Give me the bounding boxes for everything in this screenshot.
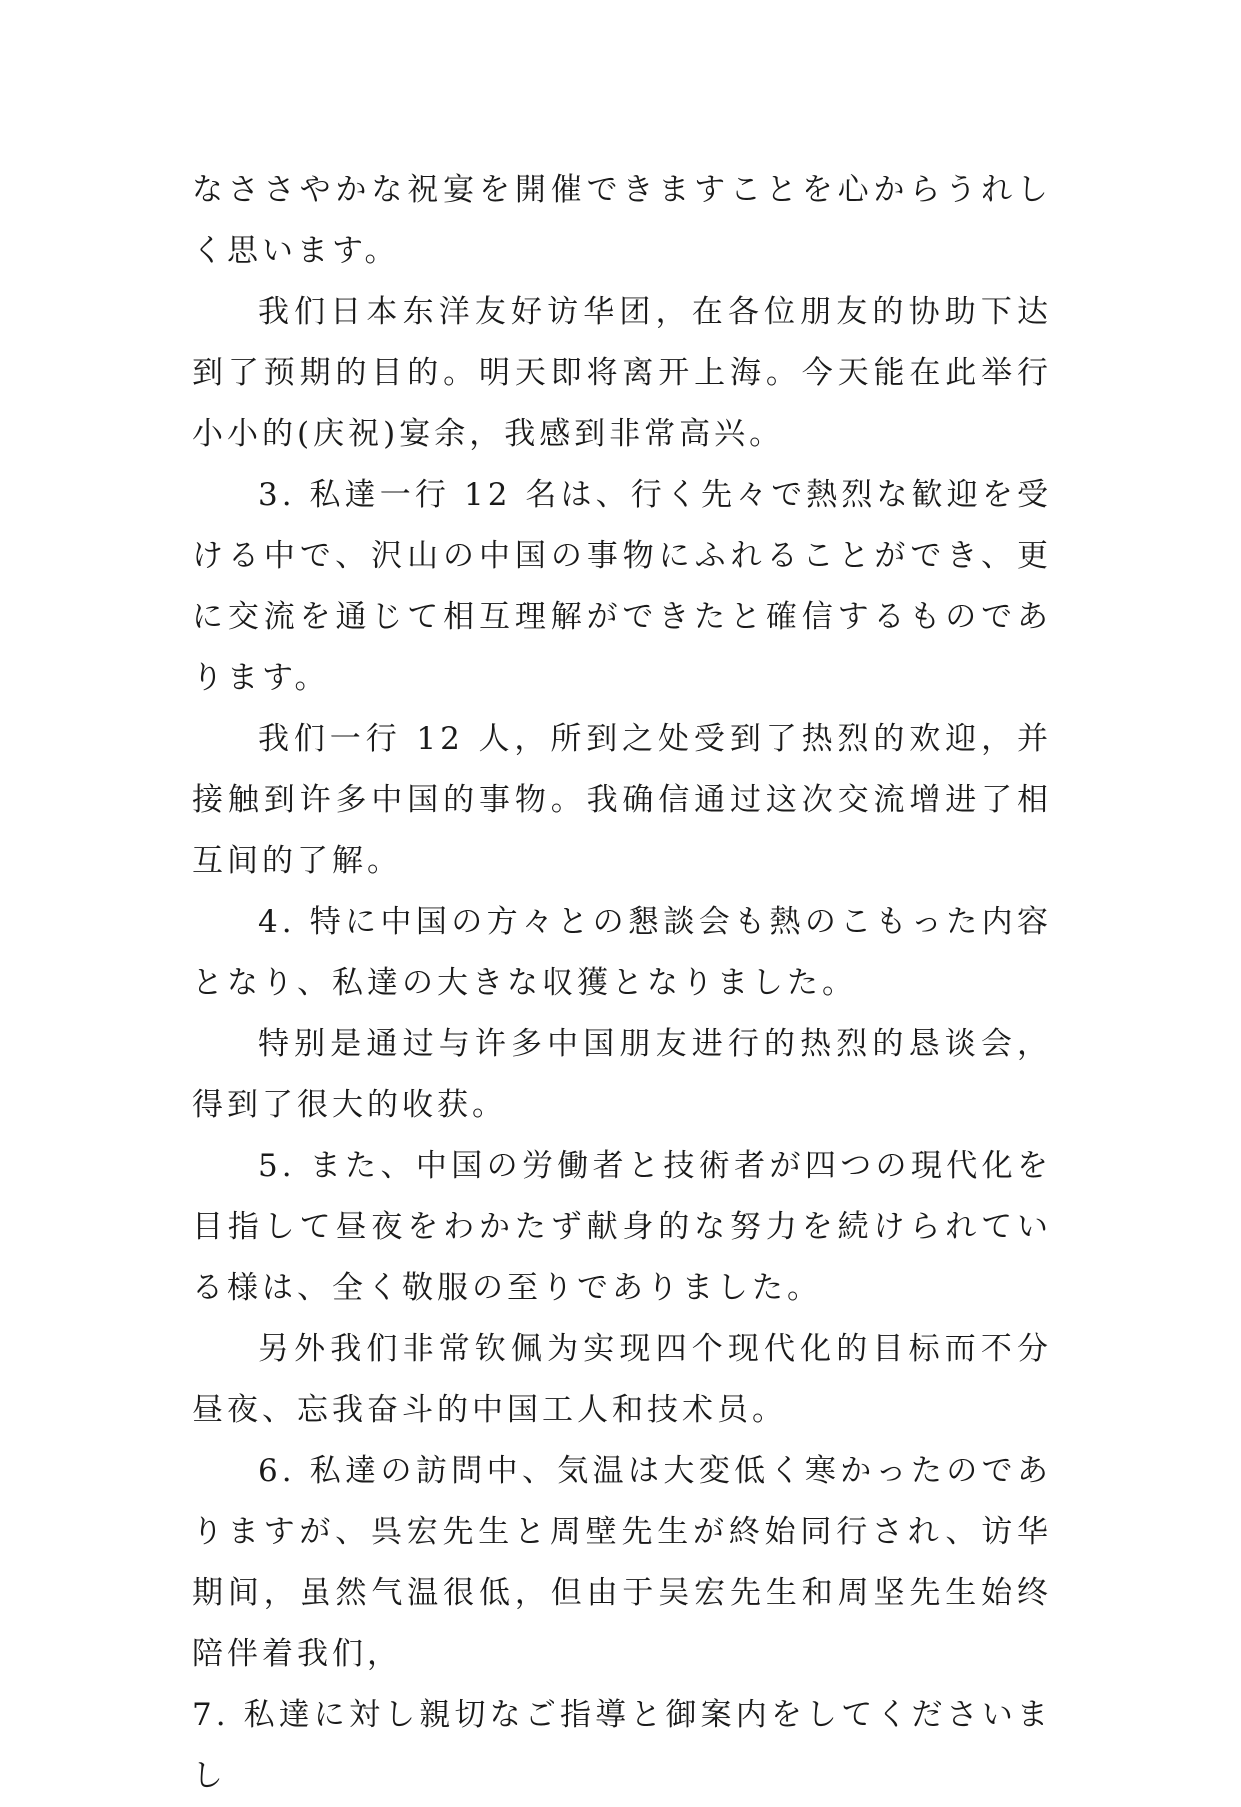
paragraph-4: 我们一行 12 人，所到之处受到了热烈的欢迎，并接触到许多中国的事物。我确信通过这次交流增进了相互间的了解。 <box>192 721 1052 879</box>
paragraph-7: 5. また、中国の労働者と技術者が四つの現代化を目指して昼夜をわかたず献身的な努力を続けられている様は、全く敬服の至りでありました。 <box>192 1148 1052 1306</box>
paragraph-8: 另外我们非常钦佩为实现四个现代化的目标而不分昼夜、忘我奋斗的中国工人和技术员。 <box>192 1331 1052 1428</box>
paragraph-6: 特别是通过与许多中国朋友进行的热烈的恳谈会，得到了很大的收获。 <box>192 1026 1052 1123</box>
paragraph-10: 7. 私達に対し親切なご指導と御案内をしてくださいまし <box>192 1697 1052 1794</box>
paragraph-5: 4. 特に中国の方々との懇談会も熱のこもった内容となり、私達の大きな収獲となりました。 <box>192 904 1052 1001</box>
paragraph-9: 6. 私達の訪問中、気温は大変低く寒かったのでありますが、呉宏先生と周壁先生が終始同行され、访华期间，虽然气温很低，但由于吴宏先生和周坚先生始终陪伴着我们， <box>192 1453 1052 1672</box>
document-body <box>192 160 1052 1807</box>
paragraph-1: なささやかな祝宴を開催できますことを心からうれしく思います。 <box>192 172 1052 269</box>
paragraph-2: 我们日本东洋友好访华团，在各位朋友的协助下达到了预期的目的。明天即将离开上海。今天能在此举行小小的(庆祝)宴余，我感到非常高兴。 <box>192 294 1052 452</box>
paragraph-3: 3. 私達一行 12 名は、行く先々で熱烈な歓迎を受ける中で、沢山の中国の事物にふれることができ、更に交流を通じて相互理解ができたと確信するものであります。 <box>192 477 1052 696</box>
